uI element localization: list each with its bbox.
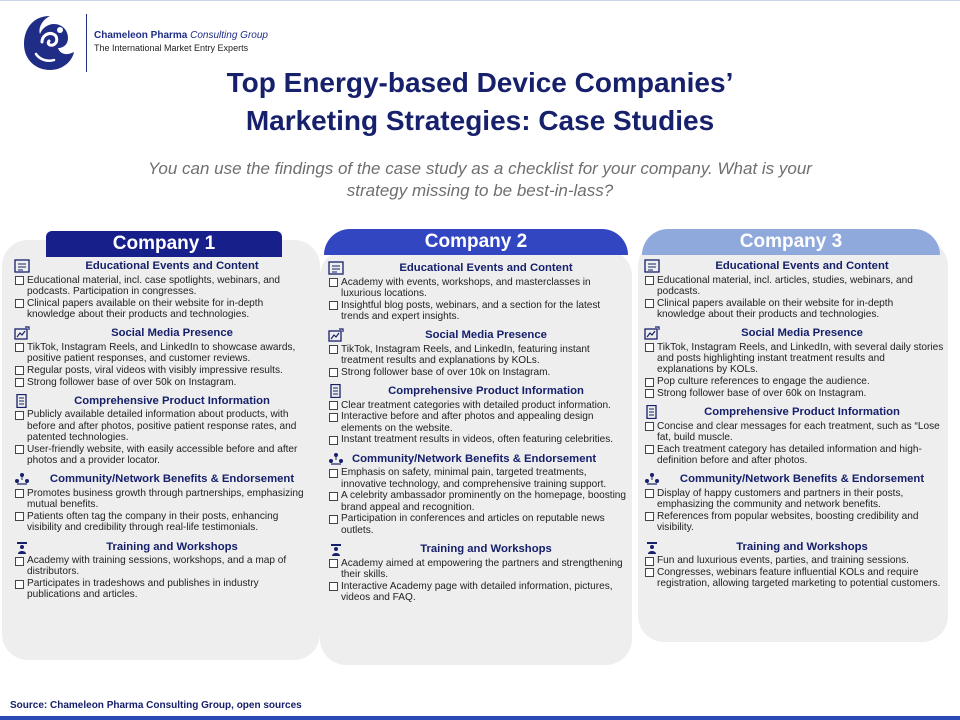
list-item: Interactive before and after photos and appealing design elements on the website. (328, 411, 628, 434)
section-title: Social Media Presence (425, 329, 547, 342)
list-item: Interactive Academy page with detailed information, pictures, videos and FAQ. (328, 581, 628, 604)
list-item: Each treatment category has detailed information and high-definition before and after photos. (644, 444, 944, 467)
document-list-icon (14, 259, 30, 273)
list-item: Academy aimed at empowering the partners and strengthening their skills. (328, 558, 628, 581)
product-info-icon (328, 384, 344, 398)
list-item: Strong follower base of over 60k on Instagram. (644, 388, 944, 399)
page-title (0, 64, 960, 140)
company-1-content (14, 259, 314, 607)
section-title: Educational Events and Content (85, 260, 259, 272)
training-presenter-icon (644, 540, 660, 554)
chameleon-logo-icon (22, 12, 78, 72)
list-item: Emphasis on safety, minimal pain, targeted treatments, innovative technology, and comprehensive training support. (328, 467, 628, 490)
community-network-icon (644, 472, 660, 486)
list-item: Educational material, incl. articles, studies, webinars, and podcasts. (644, 275, 944, 298)
list-item: Clinical papers available on their website for in-depth knowledge about their products and technologies. (14, 298, 314, 321)
list-item: Academy with events, workshops, and masterclasses in luxurious locations. (328, 277, 628, 300)
training-presenter-icon (328, 542, 344, 556)
list-item: Academy with training sessions, workshops, and a map of distributors. (14, 555, 314, 578)
section-title: Community/Network Benefits & Endorsement (352, 452, 597, 465)
section-title: Training and Workshops (736, 540, 868, 553)
section-training (14, 540, 314, 601)
section-title: Community/Network Benefits & Endorsement (49, 473, 295, 486)
social-media-icon (644, 326, 660, 340)
section-title: Educational Events and Content (715, 260, 889, 272)
list-item: TikTok, Instagram Reels, and LinkedIn, with several daily stories and posts highlighting instant treatment results and explanations by KOLs. (644, 342, 944, 376)
social-media-icon (14, 326, 30, 340)
section-title: Educational Events and Content (399, 262, 573, 274)
page-title-line-1: Top Energy-based Device Companies’ (226, 67, 734, 98)
list-item: Promotes business growth through partnerships, emphasizing mutual benefits. (14, 488, 314, 511)
section-title: Training and Workshops (420, 543, 552, 556)
section-title: Social Media Presence (111, 327, 233, 340)
brand-tagline: The International Market Entry Experts (94, 43, 249, 53)
community-network-icon (328, 452, 344, 466)
top-edge-line (0, 0, 960, 1)
section-educational (644, 259, 944, 320)
section-title: Comprehensive Product Information (704, 406, 900, 419)
product-info-icon (14, 394, 30, 408)
section-social-media (14, 326, 314, 388)
source-note: Source: Chameleon Pharma Consulting Group, open sources (10, 700, 302, 711)
list-item: Display of happy customers and partners in their posts, emphasizing the community and network benefits. (644, 488, 944, 511)
bottom-accent-bar (0, 716, 960, 720)
document-list-icon (328, 261, 344, 275)
community-network-icon (14, 472, 30, 486)
section-training (328, 542, 628, 603)
brand-block (94, 30, 268, 54)
section-title: Social Media Presence (741, 327, 863, 340)
section-training (644, 540, 944, 590)
list-item: Clinical papers available on their website for in-depth knowledge about their products and technologies. (644, 298, 944, 321)
list-item: Insightful blog posts, webinars, and a section for the latest trends and expert insights. (328, 300, 628, 323)
list-item: User-friendly website, with easily accessible before and after photos and a provider locator. (14, 444, 314, 467)
company-3-content (644, 259, 944, 595)
list-item: Strong follower base of over 50k on Instagram. (14, 377, 314, 388)
list-item: Concise and clear messages for each treatment, such as “Lose fat, build muscle. (644, 421, 944, 444)
section-product-info (14, 394, 314, 466)
list-item: References from popular websites, boosting credibility and visibility. (644, 511, 944, 534)
list-item: Participation in conferences and articles on reputable news outlets. (328, 513, 628, 536)
section-title: Training and Workshops (106, 540, 238, 553)
list-item: Regular posts, viral videos with visibly impressive results. (14, 365, 314, 376)
list-item: Clear treatment categories with detailed product information. (328, 400, 628, 411)
section-social-media (328, 328, 628, 378)
list-item: Publicly available detailed information about products, with before and after photos, positive patient response rates, and patented technologies. (14, 409, 314, 443)
page-subtitle: You can use the findings of the case study as a checklist for your company. What is your strategy missing to be best-in-lass? (148, 159, 812, 200)
product-info-icon (644, 405, 660, 419)
section-product-info (328, 384, 628, 446)
list-item: Strong follower base of over 10k on Instagram. (328, 367, 628, 378)
list-item: Pop culture references to engage the audience. (644, 376, 944, 387)
section-title: Comprehensive Product Information (388, 385, 584, 398)
list-item: Congresses, webinars feature influential KOLs and require registration, allowing targeted marketing to potential customers. (644, 567, 944, 590)
section-community (644, 472, 944, 533)
list-item: Educational material, incl. case spotlights, webinars, and podcasts. Participation in congresses. (14, 275, 314, 298)
section-title: Comprehensive Product Information (74, 394, 270, 407)
section-educational (328, 261, 628, 322)
list-item: Instant treatment results in videos, often featuring celebrities. (328, 434, 628, 445)
document-list-icon (644, 259, 660, 273)
list-item: TikTok, Instagram Reels, and LinkedIn to showcase awards, positive patient responses, and customer reviews. (14, 342, 314, 365)
section-educational (14, 259, 314, 320)
list-item: A celebrity ambassador prominently on the homepage, boosting brand appeal and recognition. (328, 490, 628, 513)
social-media-icon (328, 328, 344, 342)
page-title-line-2: Marketing Strategies: Case Studies (245, 105, 715, 136)
company-2-content (328, 261, 628, 609)
list-item: Participates in tradeshows and publishes in industry publications and articles. (14, 578, 314, 601)
section-product-info (644, 405, 944, 466)
list-item: Patients often tag the company in their posts, enhancing visibility and credibility through real-life testimonials. (14, 511, 314, 534)
company-1-header: Company 1 (46, 231, 282, 257)
section-community (14, 472, 314, 533)
list-item: TikTok, Instagram Reels, and LinkedIn, featuring instant treatment results and explanations by KOLs. (328, 344, 628, 367)
section-title: Community/Network Benefits & Endorsement (679, 473, 925, 486)
company-3-header: Company 3 (642, 229, 940, 255)
section-community (328, 452, 628, 536)
section-social-media (644, 326, 944, 399)
brand-name: Chameleon Pharma Consulting Group (94, 30, 268, 41)
list-item: Fun and luxurious events, parties, and training sessions. (644, 555, 944, 566)
company-2-header: Company 2 (324, 229, 628, 255)
training-presenter-icon (14, 540, 30, 554)
